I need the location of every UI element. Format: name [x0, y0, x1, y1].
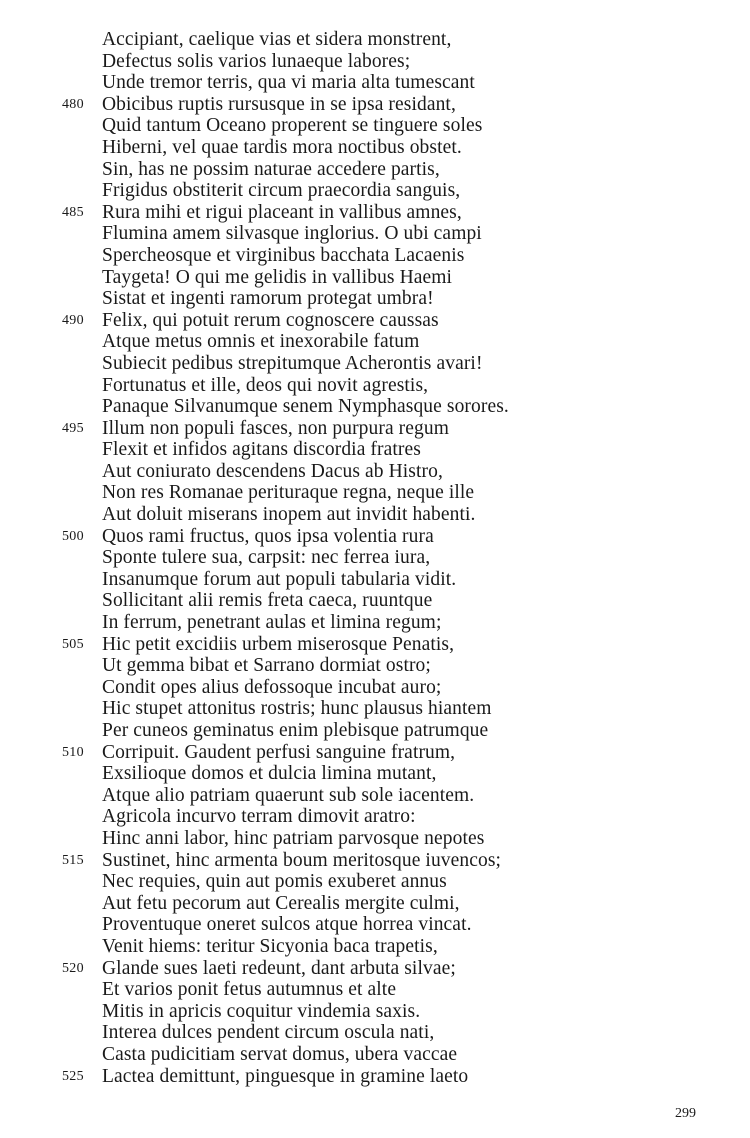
verse-text: In ferrum, penetrant aulas et limina regum;: [102, 612, 442, 634]
line-number: 480: [62, 96, 84, 112]
verse-text: Subiecit pedibus strepitumque Acherontis avari!: [102, 352, 483, 374]
verse-line: [0, 245, 750, 267]
verse-text: Unde tremor terris, qua vi maria alta tumescant: [102, 72, 475, 94]
verse-line: [0, 137, 750, 159]
verse-line: [0, 267, 750, 289]
verse-line: [0, 461, 750, 483]
verse-text: Hiberni, vel quae tardis mora noctibus obstet.: [102, 136, 462, 158]
verse-text: Quos rami fructus, quos ipsa volentia rura: [102, 525, 434, 547]
line-number: 490: [62, 312, 84, 328]
verse-text: Mitis in apricis coquitur vindemia saxis.: [102, 1000, 421, 1022]
verse-line: [0, 914, 750, 936]
verse-line: [0, 29, 750, 51]
verse-line: [0, 655, 750, 677]
verse-text: Flumina amem silvasque inglorius. O ubi campi: [102, 223, 482, 245]
verse-line: [0, 785, 750, 807]
verse-line: [0, 439, 750, 461]
verse-line: [0, 677, 750, 699]
verse-line: [0, 1066, 750, 1088]
verse-text: Et varios ponit fetus autumnus et alte: [102, 979, 397, 1001]
verse-text: Non res Romanae perituraque regna, neque ille: [102, 482, 475, 504]
verse-line: [0, 1022, 750, 1044]
verse-text: Agricola incurvo terram dimovit aratro:: [102, 806, 416, 828]
verse-line: [0, 698, 750, 720]
verse-text: Aut coniurato descendens Dacus ab Histro,: [102, 460, 443, 482]
verse-line: [0, 871, 750, 893]
verse-text: Felix, qui potuit rerum cognoscere caussas: [102, 309, 439, 331]
line-number: 500: [62, 528, 84, 544]
verse-line: [0, 72, 750, 94]
verse-text: Panaque Silvanumque senem Nymphasque sorores.: [102, 396, 509, 418]
verse-line: [0, 418, 750, 440]
verse-text: Flexit et infidos agitans discordia fratres: [102, 439, 421, 461]
verse-line: [0, 375, 750, 397]
verse-text: Frigidus obstiterit circum praecordia sanguis,: [102, 180, 461, 202]
verse-line: [0, 180, 750, 202]
verse-text: Aut doluit miserans inopem aut invidit habenti.: [102, 504, 476, 526]
verse-text: Casta pudicitiam servat domus, ubera vaccae: [102, 1043, 458, 1065]
verse-text: Accipiant, caelique vias et sidera monstrent,: [102, 29, 452, 50]
line-number: 485: [62, 204, 84, 220]
verse-line: [0, 850, 750, 872]
verse-text: Venit hiems: teritur Sicyonia baca trapetis,: [102, 935, 438, 957]
verse-line: [0, 1001, 750, 1023]
line-number: 515: [62, 852, 84, 868]
verse-line: [0, 526, 750, 548]
verse-line: [0, 504, 750, 526]
verse-line: [0, 1044, 750, 1066]
line-number: 510: [62, 744, 84, 760]
verse-line: [0, 569, 750, 591]
verse-line: [0, 893, 750, 915]
verse-text: Obicibus ruptis rursusque in se ipsa residant,: [102, 93, 456, 115]
verse-line: [0, 396, 750, 418]
verse-line: [0, 310, 750, 332]
verse-line: [0, 51, 750, 73]
verse-text: Corripuit. Gaudent perfusi sanguine fratrum,: [102, 741, 456, 763]
verse-line: [0, 612, 750, 634]
line-number: 520: [62, 960, 84, 976]
verse-line: [0, 828, 750, 850]
verse-text: Glande sues laeti redeunt, dant arbuta silvae;: [102, 957, 456, 979]
verse-line: [0, 202, 750, 224]
verse-text: Interea dulces pendent circum oscula nati,: [102, 1022, 435, 1044]
verse-text: Hic petit excidiis urbem miserosque Penatis,: [102, 633, 455, 655]
verse-text: Taygeta! O qui me gelidis in vallibus Haemi: [102, 266, 453, 288]
verse-text: Sistat et ingenti ramorum protegat umbra!: [102, 288, 434, 310]
verse-text: Ut gemma bibat et Sarrano dormiat ostro;: [102, 655, 431, 677]
verse-text: Spercheosque et virginibus bacchata Lacaenis: [102, 244, 465, 266]
verse-line: [0, 936, 750, 958]
verse-text: Per cuneos geminatus enim plebisque patrumque: [102, 720, 489, 741]
verse-line: [0, 979, 750, 1001]
verse-line: [0, 223, 750, 245]
verse-line: [0, 742, 750, 764]
verse-text: Rura mihi et rigui placeant in vallibus amnes,: [102, 201, 462, 223]
poem-text: [0, 29, 750, 1087]
verse-text: Hinc anni labor, hinc patriam parvosque nepotes: [102, 827, 485, 849]
verse-line: [0, 115, 750, 137]
verse-line: [0, 288, 750, 310]
verse-text: Condit opes alius defossoque incubat auro;: [102, 676, 442, 698]
verse-line: [0, 634, 750, 656]
verse-text: Hic stupet attonitus rostris; hunc plausus hiantem: [102, 698, 492, 720]
verse-text: Lactea demittunt, pinguesque in gramine laeto: [102, 1065, 469, 1087]
verse-line: [0, 547, 750, 569]
verse-line: [0, 353, 750, 375]
verse-text: Nec requies, quin aut pomis exuberet annus: [102, 871, 447, 893]
verse-line: [0, 590, 750, 612]
verse-text: Atque alio patriam quaerunt sub sole iacentem.: [102, 784, 475, 806]
verse-text: Aut fetu pecorum aut Cerealis mergite culmi,: [102, 892, 460, 914]
verse-text: Exsilioque domos et dulcia limina mutant,: [102, 763, 437, 785]
verse-text: Atque metus omnis et inexorabile fatum: [102, 331, 420, 353]
verse-line: [0, 159, 750, 181]
line-number: 505: [62, 636, 84, 652]
page-number: 299: [675, 1106, 696, 1121]
verse-text: Defectus solis varios lunaeque labores;: [102, 50, 411, 72]
verse-line: [0, 806, 750, 828]
verse-line: [0, 958, 750, 980]
line-number: 495: [62, 420, 84, 436]
verse-line: [0, 94, 750, 116]
verse-line: [0, 331, 750, 353]
verse-line: [0, 720, 750, 742]
verse-text: Sponte tulere sua, carpsit: nec ferrea iura,: [102, 547, 431, 569]
line-number: 525: [62, 1068, 84, 1084]
verse-text: Sollicitant alii remis freta caeca, ruuntque: [102, 590, 433, 612]
verse-text: Illum non populi fasces, non purpura regum: [102, 417, 450, 439]
verse-text: Sustinet, hinc armenta boum meritosque iuvencos;: [102, 849, 502, 871]
verse-text: Quid tantum Oceano properent se tinguere soles: [102, 115, 483, 137]
verse-text: Fortunatus et ille, deos qui novit agrestis,: [102, 374, 429, 396]
verse-line: [0, 763, 750, 785]
verse-line: [0, 482, 750, 504]
verse-text: Insanumque forum aut populi tabularia vidit.: [102, 568, 457, 590]
verse-text: Sin, has ne possim naturae accedere partis,: [102, 158, 440, 180]
verse-text: Proventuque oneret sulcos atque horrea vincat.: [102, 914, 472, 936]
